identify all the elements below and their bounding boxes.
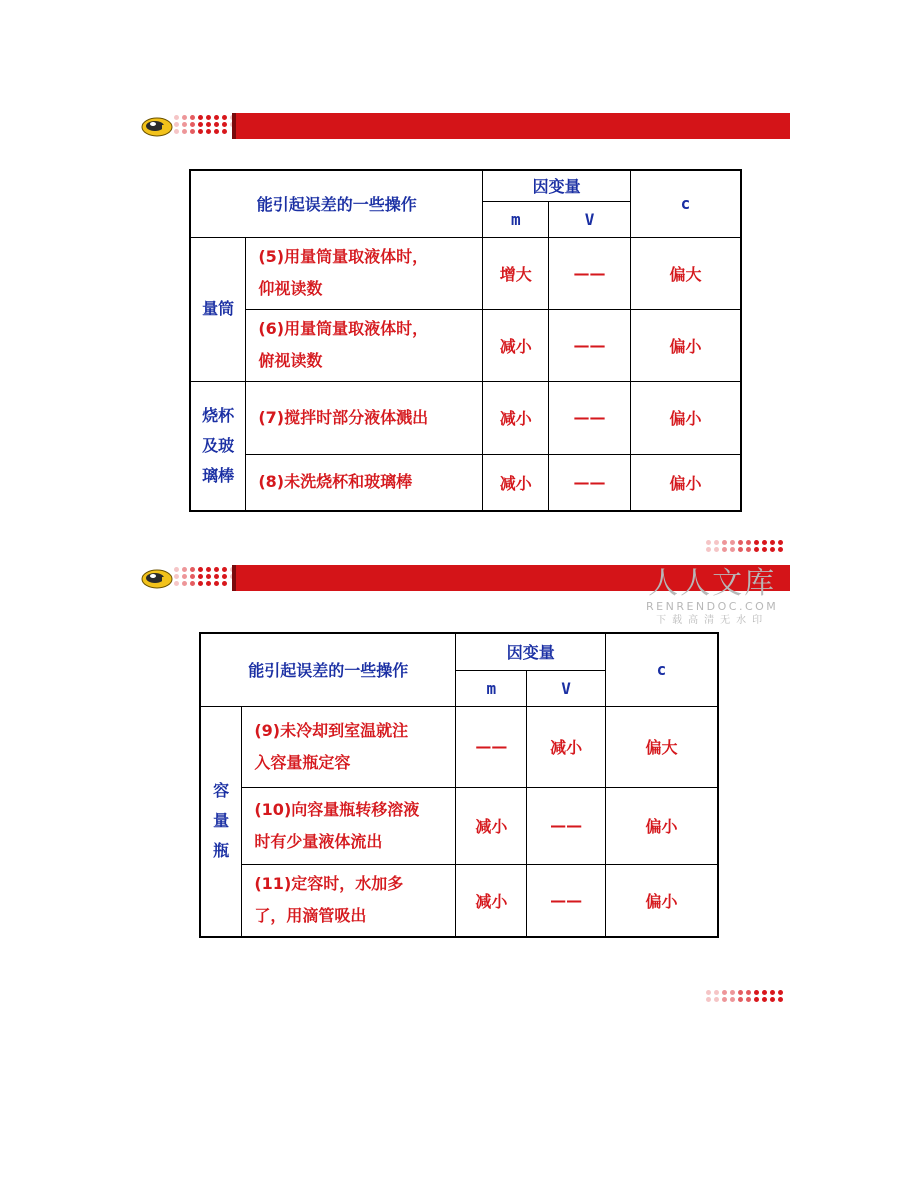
v-cell: —— [549, 237, 631, 309]
header-m: m [483, 201, 549, 237]
c-cell: 偏小 [605, 787, 718, 864]
v-cell: —— [549, 309, 631, 381]
v-cell: 减小 [527, 706, 606, 787]
header-v: V [527, 670, 606, 706]
table-row [200, 864, 718, 937]
m-cell: 减小 [483, 381, 549, 454]
table-row [190, 309, 741, 381]
m-cell: 减小 [483, 309, 549, 381]
header-operation: 能引起误差的一些操作 [190, 170, 483, 237]
operation-cell: (5)用量筒量取液体时， 仰视读数 [246, 237, 483, 309]
operation-cell: (11)定容时，水加多 了，用滴管吸出 [242, 864, 456, 937]
m-cell: —— [456, 706, 527, 787]
decor-dots-icon [706, 540, 784, 553]
watermark-subtitle: 下载高清无水印 [656, 615, 769, 626]
header-v: V [549, 201, 631, 237]
header-dependent-variable: 因变量 [483, 170, 631, 201]
v-cell: —— [549, 454, 631, 511]
watermark-url: RENRENDOC.COM [646, 600, 779, 613]
c-cell: 偏大 [630, 237, 741, 309]
c-cell: 偏小 [605, 864, 718, 937]
table-row [190, 237, 741, 309]
table-row [200, 706, 718, 787]
watermark [646, 568, 778, 628]
v-cell: —— [527, 787, 606, 864]
error-table-1 [189, 169, 742, 512]
m-cell: 减小 [456, 864, 527, 937]
header-banner-1 [140, 113, 790, 139]
c-cell: 偏小 [630, 381, 741, 454]
operation-cell: (6)用量筒量取液体时， 俯视读数 [246, 309, 483, 381]
table-row [190, 454, 741, 511]
m-cell: 减小 [483, 454, 549, 511]
group-label: 容 量 瓶 [200, 706, 242, 937]
header-dependent-variable: 因变量 [456, 633, 606, 670]
table-row [200, 787, 718, 864]
header-c: c [630, 170, 741, 237]
c-cell: 偏小 [630, 309, 741, 381]
banner-bar [232, 113, 790, 139]
header-c: c [605, 633, 718, 706]
group-label: 烧杯 及玻 璃棒 [190, 381, 246, 511]
operation-cell: (10)向容量瓶转移溶液 时有少量液体流出 [242, 787, 456, 864]
logo-icon [140, 113, 174, 139]
v-cell: —— [527, 864, 606, 937]
header-m: m [456, 670, 527, 706]
table-row [190, 381, 741, 454]
operation-cell: (7)搅拌时部分液体溅出 [246, 381, 483, 454]
operation-cell: (8)未洗烧杯和玻璃棒 [246, 454, 483, 511]
m-cell: 增大 [483, 237, 549, 309]
logo-icon [140, 565, 174, 591]
group-label: 量筒 [190, 237, 246, 381]
operation-cell: (9)未冷却到室温就注 入容量瓶定容 [242, 706, 456, 787]
v-cell: —— [549, 381, 631, 454]
decor-dots-icon [706, 990, 784, 1003]
c-cell: 偏大 [605, 706, 718, 787]
header-operation: 能引起误差的一些操作 [200, 633, 456, 706]
error-table-2 [199, 632, 719, 938]
watermark-title: 人人文库 [648, 566, 777, 601]
m-cell: 减小 [456, 787, 527, 864]
c-cell: 偏小 [630, 454, 741, 511]
